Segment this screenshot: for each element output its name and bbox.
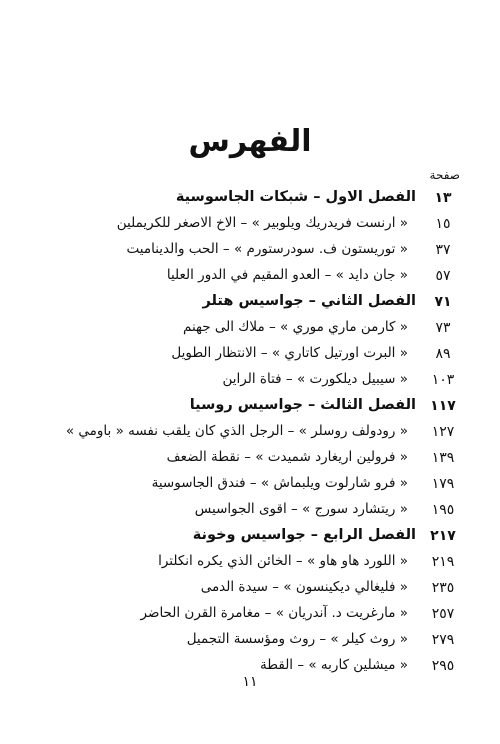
toc-entry [0, 342, 500, 368]
toc-entry [0, 368, 500, 394]
toc-entry [0, 602, 500, 628]
toc-entry [0, 550, 500, 576]
toc-page-number: ١٣٩ [431, 450, 455, 466]
toc-page-number: ٧٣ [435, 320, 451, 336]
toc-page-number: ١٥ [435, 216, 451, 232]
toc-entry [0, 446, 500, 472]
toc-entry-title: « روث كيلر » – روث ومؤسسة التجميل [186, 631, 408, 647]
page-title: الفهرس [188, 124, 312, 159]
toc-entry-title: « توريستون ف. سودرستورم » – الحب والديناميت [126, 241, 408, 257]
toc-chapter-title: الفصل الثالث – جواسيس روسيا [189, 397, 416, 413]
toc-chapter-heading [0, 394, 500, 420]
toc-entry [0, 238, 500, 264]
toc-chapter-title: الفصل الرابع – جواسيس وخونة [192, 527, 416, 543]
toc-entry-title: « فرو شارلوت ويلبماش » – فندق الجاسوسية [151, 475, 408, 491]
toc-chapter-heading [0, 186, 500, 212]
toc-entry [0, 316, 500, 342]
toc-entry-title: « اللورد هاو هاو » – الخائن الذي يكره انكلترا [158, 553, 408, 569]
page-column-label: صفحة [429, 168, 460, 182]
toc-page-number: ١٢٧ [431, 424, 455, 440]
toc-entry-title: « كارمن ماري موري » – ملاك الى جهنم [182, 319, 408, 335]
toc-entry-title: « البرت اورتيل كاتاري » – الانتظار الطويل [171, 345, 408, 361]
toc-chapter-heading [0, 524, 500, 550]
toc-page-number: ٧١ [434, 294, 452, 310]
toc-page-number: ١١٧ [430, 398, 456, 414]
page-number: ١١ [242, 674, 258, 690]
toc-page-number: ٥٧ [435, 268, 451, 284]
toc-entry-title: « مارغريت د. آندريان » – مغامرة القرن الحاضر [140, 605, 408, 621]
toc-page-number: ٢٩٥ [431, 658, 455, 674]
toc-chapter-heading [0, 290, 500, 316]
toc-entry-title: « ريتشارد سورج » – اقوى الجواسيس [194, 501, 408, 517]
toc-entry [0, 212, 500, 238]
toc-page-number: ٢٥٧ [431, 606, 455, 622]
toc-entry [0, 498, 500, 524]
table-of-contents [0, 186, 500, 680]
toc-entry-title: « ميشلين كاربه » – القطة [260, 657, 408, 673]
toc-entry-title: « فرولين اريغارد شميدت » – نقطة الضعف [166, 449, 408, 465]
toc-page-number: ٢١٧ [430, 528, 456, 544]
toc-chapter-title: الفصل الاول – شبكات الجاسوسية [175, 189, 416, 205]
toc-entry [0, 264, 500, 290]
toc-chapter-title: الفصل الثاني – جواسيس هتلر [202, 293, 416, 309]
toc-page-number: ٨٩ [435, 346, 451, 362]
toc-page-number: ٢٣٥ [431, 580, 455, 596]
toc-entry-title: « جان دايد » – العدو المقيم في الدور العليا [166, 267, 408, 283]
toc-page-number: ١٩٥ [431, 502, 455, 518]
toc-page-number: ٢١٩ [431, 554, 455, 570]
toc-entry-title: « ارنست فريدريك ويلوبير » – الاخ الاصغر للكريملين [116, 215, 408, 231]
toc-entry [0, 576, 500, 602]
toc-page-number: ٢٧٩ [431, 632, 455, 648]
toc-entry [0, 420, 500, 446]
toc-entry [0, 628, 500, 654]
toc-page-number: ١٠٣ [431, 372, 455, 388]
toc-entry-title: « رودولف روسلر » – الرجل الذي كان يلقب نفسه « باومي » [65, 423, 408, 439]
toc-page-number: ١٧٩ [431, 476, 455, 492]
toc-page-number: ١٣ [434, 190, 452, 206]
toc-entry-title: « سيبيل ديلكورت » – فتاة الراين [222, 371, 408, 387]
toc-entry-title: « فليغالي ديكينسون » – سيدة الدمى [200, 579, 408, 595]
toc-page-number: ٣٧ [435, 242, 451, 258]
toc-entry [0, 472, 500, 498]
